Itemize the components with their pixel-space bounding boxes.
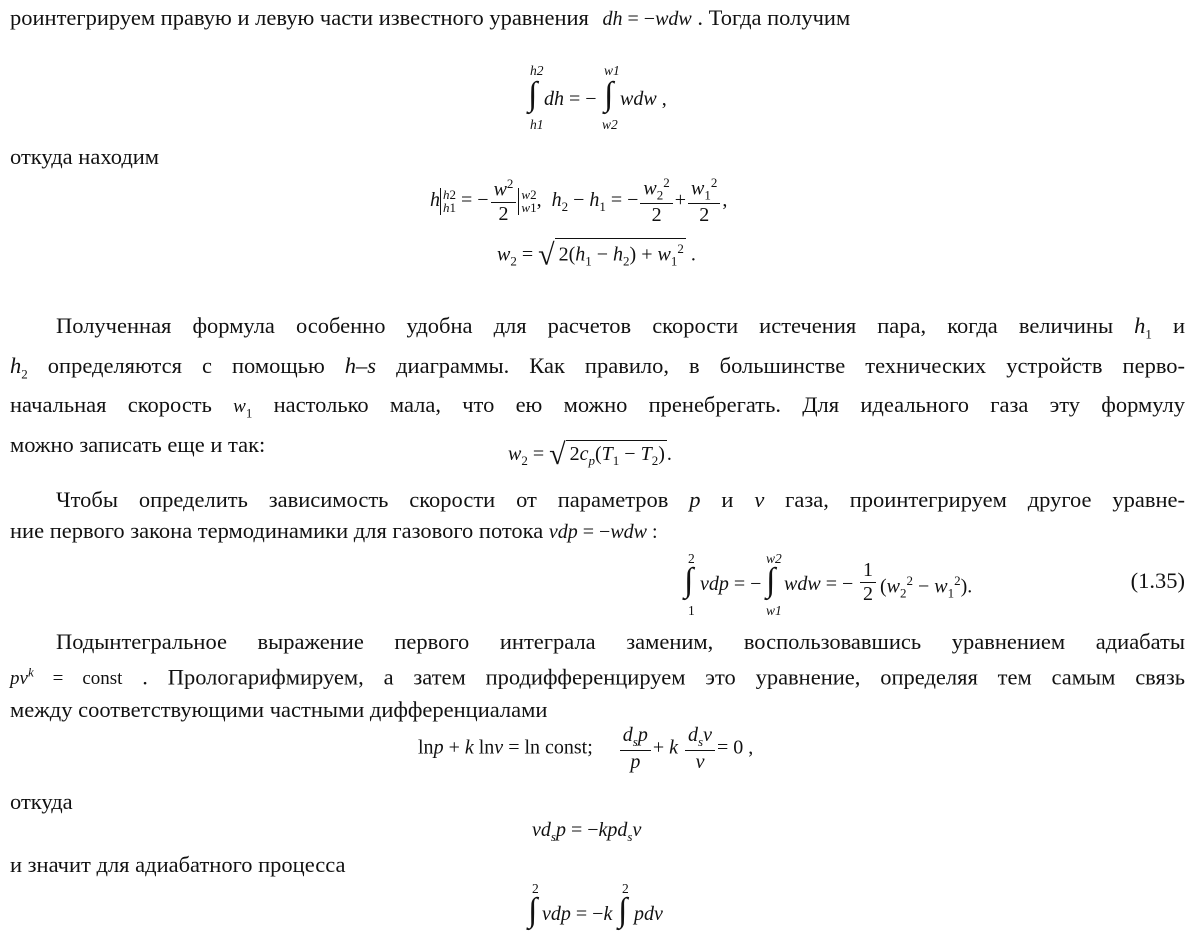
formula-1-35: 2 1 ∫ vdp = − w2 w1 ∫ wdw = − $\frac{1}{2}$ $(w_2^2 - w_1^2)$. (684, 551, 973, 618)
formula-w2-cp: $w_2$ = √ $2c_p(T_1 - T_2)$ . (508, 438, 672, 471)
equation-number: (1.35) (1130, 568, 1185, 593)
formula-final-integral: 2 ∫ vdp = −k 2 ∫ pdv (528, 881, 663, 929)
intro-tail: . Тогда получим (697, 5, 851, 30)
paragraph-adiabatic-process: и значит для адиабатного процесса (10, 852, 346, 877)
intro-text: роинтегрируем правую и левую части известного уравнения (10, 5, 589, 30)
inline-formula-dh: dh = −wdw (602, 8, 692, 30)
formula-vdsp: $vd_sp = -kpd_sv$ (532, 819, 642, 844)
formula-log: lnp + k lnv = ln const; $\frac{d_sp}{p}$ + k $\frac{d_sv}{v}$ = 0 , (418, 724, 754, 773)
paragraph-find: откуда находим (10, 144, 160, 169)
paragraph-dependence: Чтобы определить зависимость скорости от параметров p и v газа, проинтегрируем другое уравне- ние первого закона термодинамики для газового потока vdp = −wdw : (10, 487, 1186, 543)
paragraph-adiabat: Подынтегральное выражение первого интеграла заменим, воспользовавшись уравнением адиабаты $pv^k$ = const . Прологарифмируем, а затем продифференцируем это уравнение, определяя тем самым связь между соответствующими частными дифференциалами (10, 629, 1186, 723)
formula-w2-h: $w_2$ = √ $2(h_1 - h_2) + w_1^2$ . (497, 238, 696, 272)
formula-h-difference: h h2 h1 = − $\frac{w^2}{2}$ w2 w1, $h_2 - h_1$ = − $\frac{w_2^2}{2}$ + $\frac{w_1^2}{2}$ , (430, 175, 728, 227)
paragraph-formula-use: Полученная формула особенно удобна для расчетов скорости истечения пара, когда величины $h_1$ и $h_2$ определяются с помощью h–s диаграммы. Как правило, в большинстве технических устройств перво- начальная скорость $w_1$ настолько мала, что ею можно пренебрегать. Для идеального газа эту формулу можно записать еще и так: (10, 313, 1186, 457)
paragraph-whence: откуда (10, 789, 73, 814)
paragraph-intro (10, 2, 1185, 33)
formula-integral-dh: h2 h1 ∫ dh = − w1 w2 ∫ wdw , (528, 63, 667, 132)
